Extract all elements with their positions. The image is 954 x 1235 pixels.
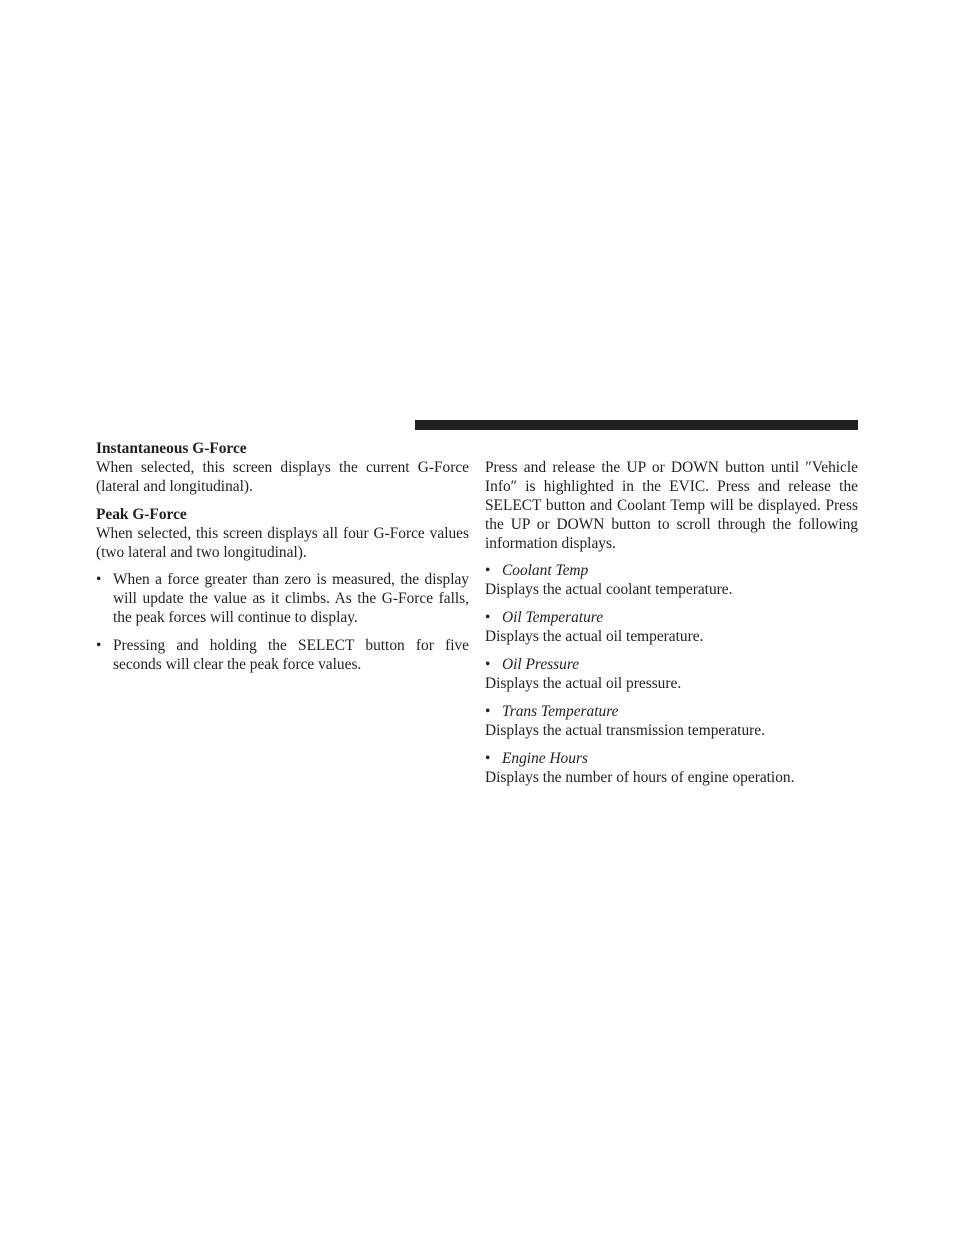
oil-temperature-desc: Displays the actual oil temperature.	[485, 628, 704, 645]
bullet-text: When a force greater than zero is measured, the display will update the value as it climbs. As the G-Force falls, the peak forces will continue to display.	[113, 571, 469, 626]
oil-temperature-title: Oil Temperature	[502, 609, 604, 626]
list-item	[96, 636, 469, 674]
bullet-icon: •	[96, 571, 102, 588]
bullet-text: Pressing and holding the SELECT button for five seconds will clear the peak force values.	[113, 637, 469, 673]
instantaneous-gforce-body: When selected, this screen displays the current G-Force (lateral and longitudinal).	[96, 459, 469, 495]
peak-gforce-heading: Peak G-Force	[96, 506, 187, 523]
engine-hours-desc: Displays the number of hours of engine operation.	[485, 769, 795, 786]
bullet-icon: •	[485, 750, 491, 767]
section-header-bar	[415, 420, 858, 430]
coolant-temp-desc: Displays the actual coolant temperature.	[485, 581, 733, 598]
trans-temperature-desc: Displays the actual transmission temperature.	[485, 722, 765, 739]
list-item	[485, 749, 858, 787]
coolant-temp-title: Coolant Temp	[502, 562, 589, 579]
left-column	[96, 439, 469, 683]
list-item	[485, 655, 858, 693]
vehicle-info-intro: Press and release the UP or DOWN button until ″Vehicle Info″ is highlighted in the EVIC. Press and release the SELECT button and Coolant Temp will be displayed. Press the UP or DOWN button to scroll through the following information displays.	[485, 459, 858, 552]
list-item	[485, 608, 858, 646]
oil-pressure-title: Oil Pressure	[502, 656, 580, 673]
list-item	[96, 570, 469, 627]
bullet-icon: •	[485, 609, 491, 626]
bullet-icon: •	[96, 637, 102, 654]
right-column	[485, 458, 858, 796]
instantaneous-gforce-heading: Instantaneous G-Force	[96, 440, 247, 457]
trans-temperature-title: Trans Temperature	[502, 703, 619, 720]
list-item	[485, 561, 858, 599]
list-item	[485, 702, 858, 740]
peak-gforce-body: When selected, this screen displays all four G-Force values (two lateral and two longitudinal).	[96, 525, 469, 561]
engine-hours-title: Engine Hours	[502, 750, 588, 767]
bullet-icon: •	[485, 562, 491, 579]
bullet-icon: •	[485, 703, 491, 720]
oil-pressure-desc: Displays the actual oil pressure.	[485, 675, 682, 692]
bullet-icon: •	[485, 656, 491, 673]
